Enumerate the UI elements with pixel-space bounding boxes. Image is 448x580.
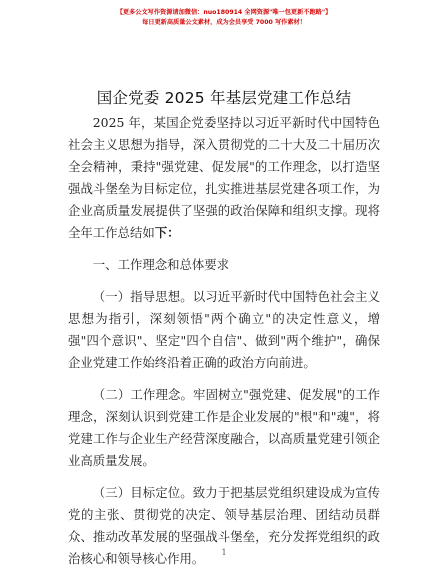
document-title: 国企党委 2025 年基层党建工作总结 (96, 89, 352, 107)
section-heading-1: 一、工作理念和总体要求 (92, 257, 230, 272)
item-work-philosophy: （二）工作理念。牢固树立"强党建、促发展"的工作理念，深刻认识到党建工作是企业发展的"根"和"魂"，将党建工作与企业生产经营深度融合，以高质量党建引领企业高质量发展。 (68, 387, 380, 468)
item-target-positioning: （三）目标定位。致力于把基层党组织建设成为宣传党的主张、贯彻党的决定、领导基层治理、团结动员群众、推动改革发展的坚强战斗堡垒，充分发挥党组织的政治核心和领导核心作用。 (68, 485, 380, 566)
promo-banner-line2: 每日更新高质量公文素材，成为会员享受 7000 写作素材！ (142, 19, 306, 26)
promo-banner (0, 8, 448, 28)
intro-end-text: 下： (154, 225, 180, 240)
document-body (68, 112, 380, 570)
promo-banner-line1: 【更多公文写作资源请加微信：nuo180914 全网资源"唯一包更新不跑路"】 (116, 9, 332, 16)
intro-text: 2025 年，某国企党委坚持以习近平新时代中国特色社会主义思想为指导，深入贯彻党的二十大及二十届历次全会精神，秉持"强党建、促发展"的工作理念，以打造坚强战斗堡垒为目标定位，扎实推进基层党建各项工作，为企业高质量发展提供了坚强的政治保障和组织支撑。现将全年工作总结如 (68, 115, 380, 240)
item-guiding-ideology: （一）指导思想。以习近平新时代中国特色社会主义思想为指引，深刻领悟"两个确立"的决定性意义，增强"四个意识"、坚定"四个自信"、做到"两个维护"，确保企业党建工作始终沿着正确的政治方向前进。 (68, 289, 380, 370)
intro-paragraph (68, 112, 380, 244)
page-number: 1 (221, 548, 227, 557)
